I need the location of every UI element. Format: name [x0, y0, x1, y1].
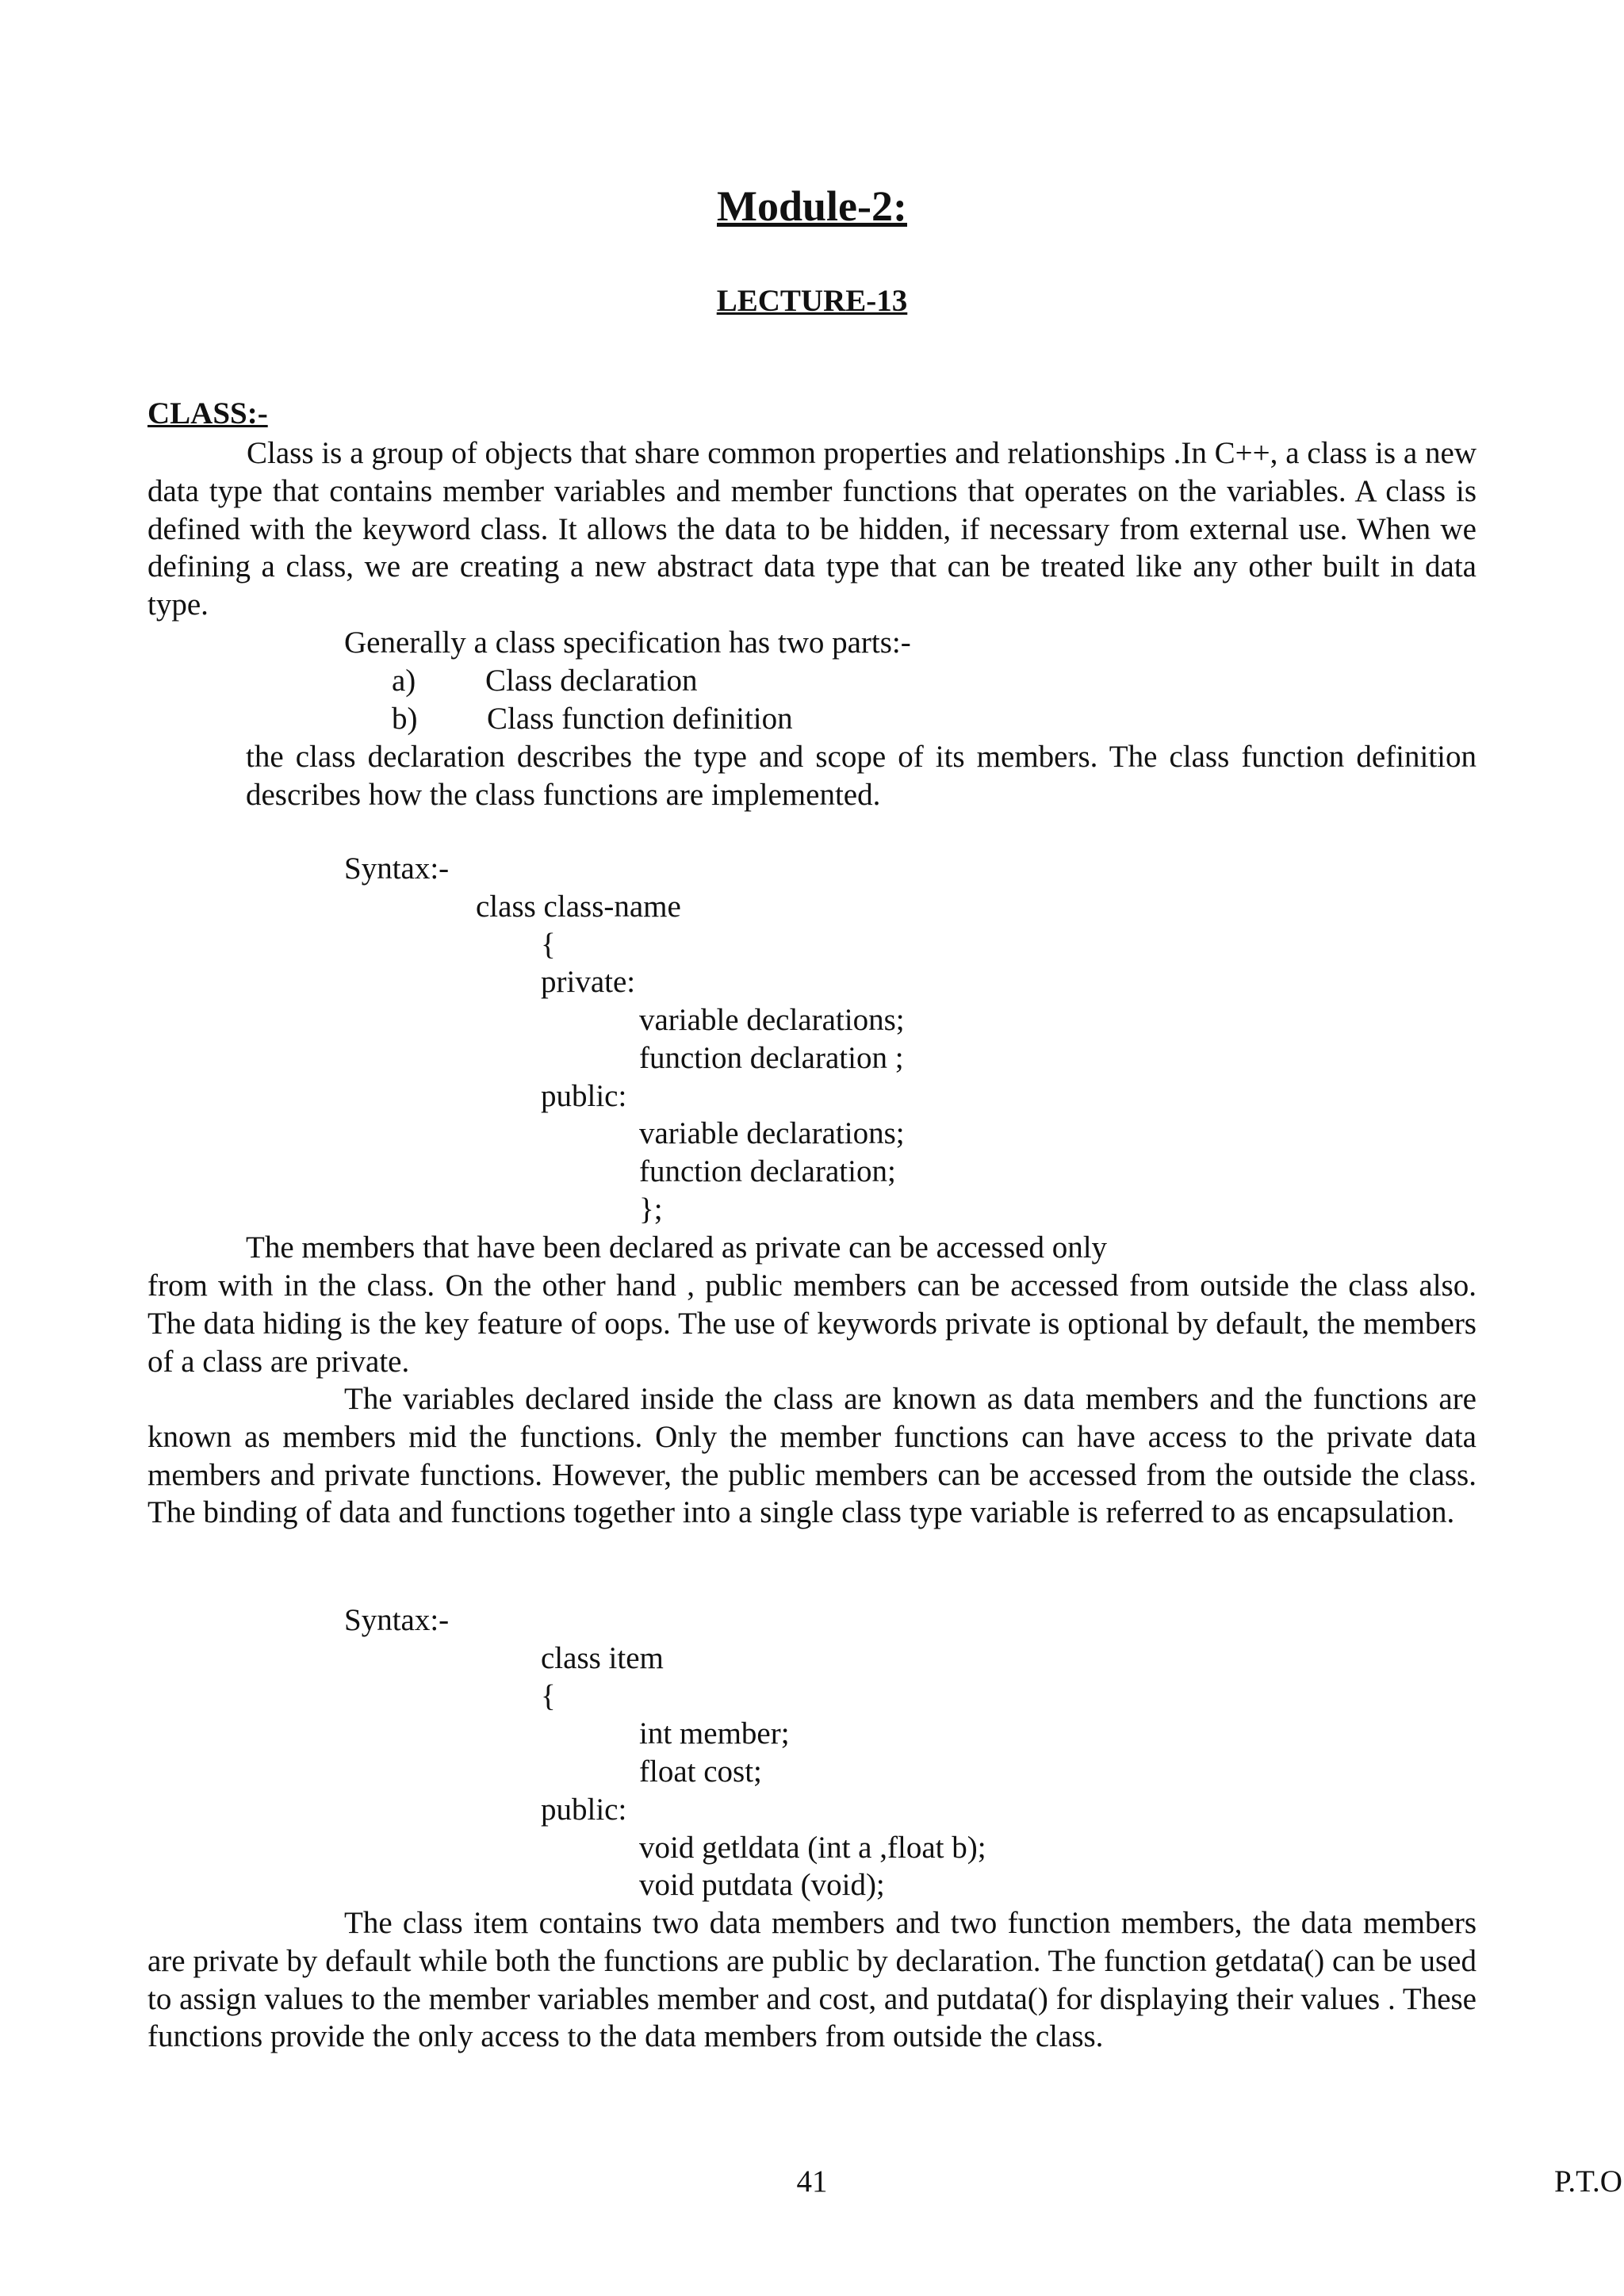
item-paragraph: The class item contains two data members and two function members, the data members are private by default while both the functions are public by declaration. The function getdata() can be used to assign values to the member variables member and cost, and putdata() for displaying their values . These functions provide the only access to the data members from outside the class. — [147, 1906, 1477, 2054]
syntax1-line-class-name: class class-name — [476, 890, 681, 924]
private-para-first-line: The members that have been declared as private can be accessed only — [246, 1230, 1108, 1265]
syntax-label-1: Syntax:- — [344, 851, 450, 886]
page-number: 41 — [796, 2164, 828, 2198]
module-title: Module-2: — [717, 182, 907, 230]
members-paragraph: The variables declared inside the class are known as data members and the functions are known as members mid the functions. Only the member functions can have access to the private data members and private functions. However, the public members can be accessed from the outside the class. The binding of data and functions together into a single class type variable is referred to as encapsulation. — [147, 1382, 1477, 1530]
syntax1-line-public: public: — [541, 1079, 627, 1113]
syntax2-line-class-item: class item — [541, 1641, 664, 1675]
parts-explanation: the class declaration describes the type and scope of its members. The class function definition describes how the class functions are implemented. — [246, 740, 1477, 812]
syntax2-line-putdata: void putdata (void); — [639, 1868, 885, 1902]
syntax1-line-var-decl: variable declarations; — [639, 1003, 905, 1037]
syntax1-line-private: private: — [541, 965, 636, 999]
syntax2-line-open-brace: { — [541, 1679, 556, 1713]
please-turn-over-note: P.T.O — [1554, 2164, 1622, 2198]
part-text-b: Class function definition — [487, 702, 793, 736]
part-marker-b: b) — [392, 702, 418, 736]
syntax1-line-func-decl: function declaration ; — [639, 1041, 904, 1075]
syntax2-line-int-member: int member; — [639, 1716, 790, 1751]
private-para-body: from with in the class. On the other hand , public members can be accessed from outside the class also. The data hiding is the key feature of oops. The use of keywords private is optional by default, the members of a class are private. — [147, 1269, 1477, 1379]
syntax1-line-func-decl-2: function declaration; — [639, 1154, 896, 1188]
lecture-title: LECTURE-13 — [716, 284, 908, 318]
intro-paragraph: Class is a group of objects that share common properties and relationships .In C++, a class is a new data type that contains member variables and member functions that operates on the variables. A class is defined with the keyword class. It allows the data to be hidden, if necessary from external use. When we defining a class, we are creating a new abstract data type that can be treated like any other built in data type. — [147, 436, 1477, 622]
part-text-a: Class declaration — [485, 664, 698, 698]
parts-intro: Generally a class specification has two parts:- — [344, 626, 911, 660]
syntax2-line-getdata: void getldata (int a ,float b); — [639, 1831, 986, 1865]
part-marker-a: a) — [392, 664, 416, 698]
syntax2-line-float-cost: float cost; — [639, 1755, 762, 1789]
syntax1-line-var-decl-2: variable declarations; — [639, 1116, 905, 1150]
syntax1-line-close-brace: }; — [639, 1192, 663, 1226]
syntax-label-2: Syntax:- — [344, 1603, 450, 1637]
syntax2-line-public: public: — [541, 1793, 627, 1827]
syntax1-line-open-brace: { — [541, 928, 556, 962]
section-heading-class: CLASS:- — [147, 396, 268, 430]
